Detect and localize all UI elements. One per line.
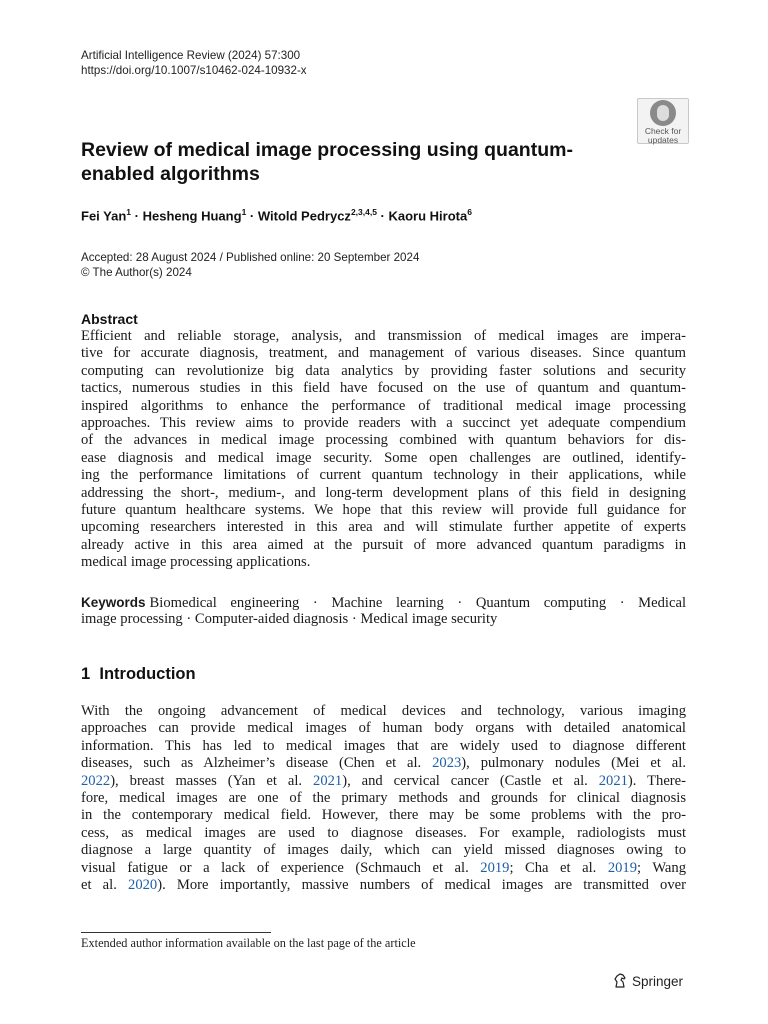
abstract-line: already active in this area aimed at the pursuit of more advanced quantum paradigms in — [81, 536, 686, 553]
intro-line: in the contemporary medical field. However, there may be some problems with the pro- — [81, 807, 686, 824]
check-updates-label: Check for updates — [644, 126, 682, 145]
doi-link[interactable]: https://doi.org/10.1007/s10462-024-10932-x — [81, 64, 307, 77]
check-for-updates-button[interactable] — [637, 98, 689, 144]
author-name[interactable]: Hesheng Huang — [142, 208, 242, 224]
intro-line: 2022), breast masses (Yan et al. 2021), and cervical cancer (Castle et al. 2021). There- — [81, 772, 686, 789]
author-name[interactable]: Kaoru Hirota — [388, 208, 468, 224]
publisher-mark — [612, 973, 683, 992]
abstract-line: computing can revolutionize big data analytics by providing faster solutions and security — [81, 362, 686, 379]
check-updates-icon — [650, 100, 676, 126]
intro-line: visual fatigue or a lack of experience (Schmauch et al. 2019; Cha et al. 2019; Wang — [81, 859, 686, 876]
copyright-notice: © The Author(s) 2024 — [81, 266, 192, 279]
citation-link[interactable]: 2021 — [598, 772, 628, 789]
keywords-heading: Keywords — [81, 595, 146, 610]
author-affiliation: 6 — [467, 207, 472, 217]
publisher-name: Springer — [632, 974, 684, 989]
author-affiliation: 1 — [126, 207, 132, 217]
citation-link[interactable]: 2022 — [81, 772, 111, 789]
author-affiliation: 1 — [241, 207, 247, 217]
abstract-line: upcoming researchers interested in this area and will stimulate further appetite of experts — [81, 519, 686, 536]
intro-line: cess, as medical images are used to diagnose diseases. For example, radiologists must — [81, 824, 686, 841]
citation-link[interactable]: 2019 — [480, 859, 510, 876]
abstract-line: Efficient and reliable storage, analysis, and transmission of medical images are impera- — [81, 328, 686, 344]
section-number: 1 — [81, 665, 91, 683]
citation-link[interactable]: 2019 — [607, 859, 638, 876]
abstract-line: tactics, numerous studies in this field have focused on the use of quantum and quantum- — [81, 380, 686, 397]
abstract-heading: Abstract — [81, 311, 138, 327]
intro-line: diagnose a large quantity of images daily, which can yield missed diagnoses owing to — [81, 842, 686, 859]
footnote: Extended author information available on the last page of the article — [81, 936, 416, 950]
abstract-line: medical image processing applications. — [81, 554, 311, 571]
citation-link[interactable]: 2023 — [432, 755, 462, 772]
citation-link[interactable]: 2021 — [313, 772, 343, 789]
author-name[interactable]: Fei Yan — [81, 208, 127, 224]
accepted-published-dates: Accepted: 28 August 2024 / Published online: 20 September 2024 — [81, 251, 420, 264]
author-list: Fei Yan$^1$ · Hesheng Huang$^1$ · Witold Pedrycz$^{2,3,4,5}$ · Kaoru Hirota$^6$ — [81, 207, 472, 224]
intro-line: fore, medical images are one of the primary methods and grounds for clinical diagnosis — [81, 789, 686, 806]
abstract-line: inspired algorithms to enhance the performance of traditional medical image processing — [81, 397, 686, 414]
abstract-line: ing the performance limitations of current quantum technology in their applications, while — [81, 467, 686, 484]
abstract-line: addressing the short-, medium-, and long-term development plans of this field in designing — [81, 484, 686, 501]
abstract-line: ease diagnosis and medical image security. Some open challenges are outlined, identify- — [81, 449, 686, 466]
author-name[interactable]: Witold Pedrycz — [257, 208, 351, 224]
abstract-text — [81, 328, 686, 571]
footnote-divider — [81, 932, 271, 933]
publication-dates — [81, 250, 419, 280]
paper-title: Review of medical image processing using quantum-enabled algorithms — [81, 139, 573, 185]
intro-line: approaches can provide medical images of human body organs with detailed anatomical — [81, 720, 686, 737]
author-affiliation: 2,3,4,5 — [350, 207, 377, 217]
intro-line: diseases, such as Alzheimer’s disease (Chen et al. 2023), pulmonary nodules (Mei et al. — [81, 755, 686, 772]
keywords-line: image processing · Computer-aided diagnosis · Medical image security — [81, 611, 498, 628]
intro-line: With the ongoing advancement of medical devices and technology, various imaging — [81, 703, 686, 719]
introduction-text — [81, 703, 686, 894]
journal-citation: Artificial Intelligence Review (2024) 57:300 — [81, 49, 301, 62]
abstract-line: approaches. This review aims to provide readers with a succinct yet adequate compendium — [81, 414, 686, 431]
keywords-line: Biomedical engineering · Machine learning · Quantum computing · Medical — [149, 595, 686, 611]
section-heading — [81, 665, 196, 684]
abstract-line: of the advances in medical image processing combined with quantum behaviors for dis- — [81, 432, 686, 449]
abstract-line: tive for accurate diagnosis, treatment, and management of various diseases. Since quantum — [81, 345, 686, 362]
journal-header — [81, 48, 307, 78]
abstract-line: future quantum healthcare systems. We hope that this review will provide full guidance for — [81, 501, 686, 518]
keywords — [81, 594, 686, 629]
citation-link[interactable]: 2020 — [128, 876, 158, 893]
springer-horse-icon — [612, 973, 628, 992]
intro-line: et al. 2020). More importantly, massive numbers of medical images are transmitted over — [81, 876, 686, 893]
section-title: Introduction — [99, 665, 196, 683]
intro-line: information. This has led to medical images that are widely used to diagnose different — [81, 737, 686, 754]
